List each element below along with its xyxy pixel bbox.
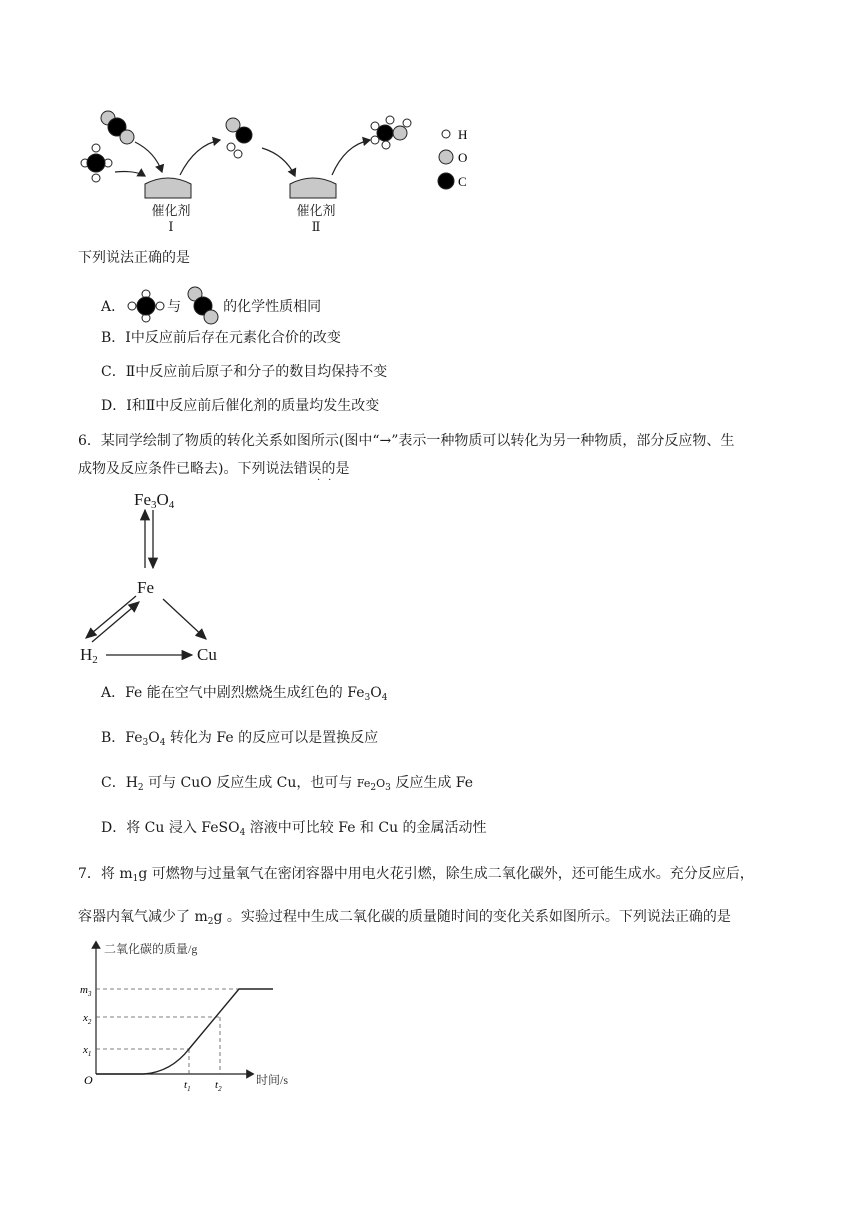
co2-molecule-icon: [183, 286, 221, 326]
x-tick-t2: $t_2$: [215, 1079, 222, 1093]
q6-option-c: C．$H_2$ 可与 CuO 反应生成 Cu，也可与 $Fe_2O_3$ 反应生成 Fe: [101, 775, 474, 793]
q7-line1: 7．将 $m_1g$ 可燃物与过量氧气在密闭容器中用电火花引燃，除生成二氧化碳外，还可能生成水。充分反应后，: [78, 866, 754, 884]
catalyst-2-label: 催化剂 Ⅱ: [296, 204, 336, 235]
q6-stem-line1: 6．某同学绘制了物质的转化关系如图所示(图中“→”表示一种物质可以转化为另一种物质，部分反应物、生: [78, 433, 735, 449]
node-fe3o4: $Fe_3O_4$: [134, 490, 175, 511]
product-molecule: [371, 116, 411, 149]
x-axis-label: 时间/s: [256, 1073, 289, 1087]
node-h2: $H_2$: [80, 645, 98, 666]
x-tick-t1: $t_1$: [184, 1079, 191, 1093]
legend: [438, 127, 467, 189]
co-molecule-left: [101, 111, 134, 144]
q6-option-a: A．Fe 能在空气中剧烈燃烧生成红色的 $Fe_3O_4$: [101, 685, 388, 703]
co2-curve: [96, 989, 273, 1074]
q6-stem-line2: 成物及反应条件已略去)。下列说法错误的是: [78, 461, 350, 477]
catalyst-2-shape: [290, 178, 336, 198]
fe-conversion-diagram: [76, 486, 236, 666]
q5-option-a: A． 与 的化学性质相同: [101, 286, 321, 326]
origin-label: O: [84, 1073, 93, 1087]
q6-option-d: D．将 Cu 浸入 FeSO$_4$ 溶液中可比较 Fe 和 Cu 的金属活动性: [101, 820, 487, 838]
y-axis-label: 二氧化碳的质量/g: [104, 942, 198, 956]
q5-stem: 下列说法正确的是: [78, 250, 190, 266]
y-tick-x2: $x_2$: [83, 1012, 92, 1026]
q6-option-b: B．$Fe_3O_4$ 转化为 Fe 的反应可以是置换反应: [101, 730, 379, 748]
q5-option-c: C．Ⅱ中反应前后原子和分子的数目均保持不变: [101, 364, 388, 380]
intermediate-molecules: [226, 118, 252, 158]
q5-option-b: B．Ⅰ中反应前后存在元素化合价的改变: [101, 330, 341, 346]
node-cu: Cu: [197, 645, 217, 664]
legend-c: C: [458, 174, 467, 189]
q5-option-d: D．Ⅰ和Ⅱ中反应前后催化剂的质量均发生改变: [101, 398, 380, 414]
ch4-molecule-icon: [127, 289, 165, 323]
q7-line2: 容器内氧气减少了 $m_2g$ 。实验过程中生成二氧化碳的质量随时间的变化关系如图所示。下列说法正确的是: [78, 909, 731, 927]
y-tick-m3: $m_3$: [80, 984, 92, 998]
catalyst-1-shape: [145, 178, 191, 198]
y-tick-x1: $x_1$: [83, 1044, 92, 1058]
ch4-molecule-left: [81, 144, 112, 182]
legend-h: H: [458, 127, 468, 142]
reaction-diagram: [70, 100, 490, 240]
node-fe: Fe: [137, 578, 154, 597]
legend-o: O: [458, 150, 468, 165]
co2-mass-chart: [76, 936, 316, 1096]
emphasis-dots: ··: [317, 475, 340, 486]
catalyst-1-label: 催化剂 Ⅰ: [151, 204, 191, 235]
